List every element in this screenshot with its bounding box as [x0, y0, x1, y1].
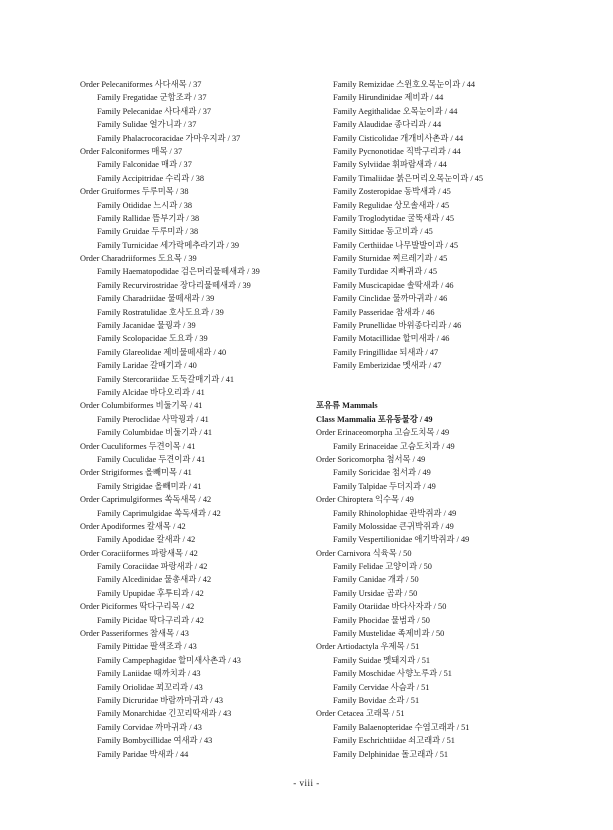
section-gap [316, 373, 606, 386]
toc-family-entry: Family Phocidae 물범과 / 50 [333, 615, 430, 625]
toc-family-entry: Family Turnicidae 세가락메추라기과 / 39 [97, 240, 240, 250]
toc-left-column [80, 78, 312, 761]
toc-family-entry: Family Sylviidae 휘파람새과 / 44 [333, 160, 447, 170]
toc-family-entry: Family Muscicapidae 솔딱새과 / 46 [333, 280, 454, 290]
toc-family-entry: Family Sittidae 동고비과 / 45 [333, 227, 433, 237]
toc-family-entry: Family Rostratulidae 호사도요과 / 39 [97, 307, 224, 317]
toc-family-entry: Family Fregatidae 군함조과 / 37 [97, 93, 207, 103]
toc-family-entry: Family Alcedinidae 물총새과 / 42 [97, 575, 212, 585]
toc-family-entry: Family Corvidae 까마귀과 / 43 [97, 722, 202, 732]
toc-order-entry: Order Piciformes 딱다구리목 / 42 [80, 602, 195, 612]
toc-family-entry: Family Falconidae 매과 / 37 [97, 160, 192, 170]
toc-family-entry: Family Moschidae 사향노루과 / 51 [333, 669, 452, 679]
toc-order-entry: Order Pelecaniformes 사다새목 / 37 [80, 80, 202, 89]
toc-family-entry: Family Talpidae 두더지과 / 49 [333, 481, 436, 491]
page-number: - viii - [293, 778, 320, 788]
toc-family-entry: Family Pteroclidae 사막꿩과 / 41 [97, 414, 209, 424]
section-gap [316, 386, 606, 399]
toc-family-entry: Family Pycnonotidae 직박구리과 / 44 [333, 146, 461, 156]
toc-order-entry: Order Falconiformes 매목 / 37 [80, 146, 183, 156]
toc-family-entry: Family Delphinidae 돌고래과 / 51 [333, 749, 449, 759]
toc-order-entry: Order Apodiformes 칼새목 / 42 [80, 521, 186, 531]
toc-family-entry: Family Upupidae 후투티과 / 42 [97, 588, 204, 598]
toc-family-entry: Family Erinaceidae 고슴도치과 / 49 [333, 441, 455, 451]
toc-family-entry: Family Canidae 개과 / 50 [333, 575, 419, 585]
toc-family-entry: Family Mustelidae 족제비과 / 50 [333, 629, 445, 639]
toc-family-entry: Family Motacillidae 할미새과 / 46 [333, 334, 450, 344]
toc-family-entry: Family Suidae 멧돼지과 / 51 [333, 655, 431, 665]
toc-family-entry: Family Felidae 고양이과 / 50 [333, 562, 432, 572]
toc-family-entry: Family Rallidae 뜸부기과 / 38 [97, 213, 200, 223]
toc-family-entry: Family Fringillidae 되새과 / 47 [333, 347, 439, 357]
toc-family-entry: Family Timaliidae 붉은머리오목눈이과 / 45 [333, 173, 484, 183]
toc-family-entry: Family Sturnidae 찌르레기과 / 45 [333, 254, 448, 264]
toc-family-entry: Family Bovidae 소과 / 51 [333, 695, 420, 705]
toc-right-column [316, 78, 606, 761]
toc-family-entry: Family Dicruridae 바람까마귀과 / 43 [97, 695, 223, 705]
toc-family-entry: Family Otariidae 바다사자과 / 50 [333, 602, 447, 612]
toc-family-entry: Family Paridae 박새과 / 44 [97, 749, 189, 759]
toc-family-entry: Family Eschrichtiidae 쇠고래과 / 51 [333, 736, 455, 746]
toc-family-entry: Family Remizidae 스윈호오목눈이과 / 44 [333, 80, 476, 89]
toc-order-entry: Order Caprimulgiformes 쏙독새목 / 42 [80, 495, 212, 505]
toc-family-entry: Family Certhiidae 나무발발이과 / 45 [333, 240, 459, 250]
toc-family-entry: Family Prunellidae 바위종다리과 / 46 [333, 321, 462, 331]
toc-family-entry: Family Turdidae 지빠귀과 / 45 [333, 267, 437, 277]
toc-order-entry: Order Charadriiformes 도요목 / 39 [80, 254, 197, 264]
toc-family-entry: Family Pelecanidae 사다새과 / 37 [97, 106, 212, 116]
toc-order-entry: Order Passeriformes 참새목 / 43 [80, 629, 189, 639]
toc-family-entry: Family Cisticolidae 개개비사촌과 / 44 [333, 133, 464, 143]
toc-family-entry: Family Monarchidae 긴꼬리딱새과 / 43 [97, 709, 232, 719]
toc-family-entry: Family Vespertilionidae 애기박쥐과 / 49 [333, 535, 470, 545]
toc-family-entry: Family Phalacrocoracidae 가마우지과 / 37 [97, 133, 241, 143]
toc-family-entry: Family Gruidae 두루미과 / 38 [97, 227, 199, 237]
toc-section-heading: 포유류 Mammals [316, 401, 378, 411]
toc-family-entry: Family Haematopodidae 검은머리물떼새과 / 39 [97, 267, 260, 277]
toc-family-entry: Family Regulidae 상모솔새과 / 45 [333, 200, 450, 210]
toc-family-entry: Family Soricidae 첨서과 / 49 [333, 468, 431, 478]
toc-order-entry: Order Carnivora 식육목 / 50 [316, 548, 412, 558]
toc-order-entry: Order Columbiformes 비둘기목 / 41 [80, 401, 203, 411]
toc-family-entry: Family Bombycillidae 여새과 / 43 [97, 736, 213, 746]
toc-family-entry: Family Laniidae 때까치과 / 43 [97, 669, 201, 679]
toc-family-entry: Family Cervidae 사슴과 / 51 [333, 682, 430, 692]
toc-family-entry: Family Campephagidae 할미새사촌과 / 43 [97, 655, 241, 665]
toc-family-entry: Family Apodidae 칼새과 / 42 [97, 535, 196, 545]
toc-family-entry: Family Otididae 느시과 / 38 [97, 200, 193, 210]
toc-order-entry: Order Artiodactyla 우제목 / 51 [316, 642, 420, 652]
toc-order-entry: Order Erinaceomorpha 고슴도치목 / 49 [316, 428, 450, 438]
toc-family-entry: Family Scolopacidae 도요과 / 39 [97, 334, 208, 344]
toc-family-entry: Family Pittidae 팔색조과 / 43 [97, 642, 197, 652]
toc-section-heading: Class Mammalia 포유동물강 / 49 [316, 414, 433, 424]
toc-order-entry: Order Soricomorpha 첨서목 / 49 [316, 454, 426, 464]
toc-family-entry: Family Laridae 갈매기과 / 40 [97, 361, 197, 371]
toc-family-entry: Family Alcidae 바다오리과 / 41 [97, 387, 205, 397]
toc-order-entry: Order Coraciiformes 파랑새목 / 42 [80, 548, 198, 558]
toc-family-entry: Family Accipitridae 수리과 / 38 [97, 173, 204, 183]
toc-family-entry: Family Hirundinidae 제비과 / 44 [333, 93, 444, 103]
toc-family-entry: Family Oriolidae 꾀꼬리과 / 43 [97, 682, 203, 692]
toc-family-entry: Family Sulidae 얼가니과 / 37 [97, 120, 197, 130]
toc-family-entry: Family Coraciidae 파랑새과 / 42 [97, 562, 208, 572]
toc-family-entry: Family Glareolidae 제비물떼새과 / 40 [97, 347, 227, 357]
toc-order-entry: Order Gruiformes 두루미목 / 38 [80, 187, 189, 197]
toc-family-entry: Family Charadriidae 물떼새과 / 39 [97, 294, 215, 304]
toc-family-entry: Family Cuculidae 두견이과 / 41 [97, 454, 206, 464]
toc-order-entry: Order Cetacea 고래목 / 51 [316, 709, 405, 719]
toc-family-entry: Family Passeridae 참새과 / 46 [333, 307, 435, 317]
toc-order-entry: Order Chiroptera 익수목 / 49 [316, 495, 414, 505]
toc-family-entry: Family Aegithalidae 오목눈이과 / 44 [333, 106, 458, 116]
toc-family-entry: Family Caprimulgidae 쏙독새과 / 42 [97, 508, 221, 518]
toc-family-entry: Family Alaudidae 종다리과 / 44 [333, 120, 442, 130]
toc-family-entry: Family Columbidae 비둘기과 / 41 [97, 428, 213, 438]
toc-family-entry: Family Troglodytidae 굴뚝새과 / 45 [333, 213, 455, 223]
toc-family-entry: Family Molossidae 큰귀박쥐과 / 49 [333, 521, 454, 531]
toc-family-entry: Family Zosteropidae 동박새과 / 45 [333, 187, 451, 197]
toc-order-entry: Order Strigiformes 올빼미목 / 41 [80, 468, 192, 478]
toc-family-entry: Family Rhinolophidae 관박쥐과 / 49 [333, 508, 457, 518]
toc-family-entry: Family Balaenopteridae 수염고래과 / 51 [333, 722, 470, 732]
toc-family-entry: Family Emberizidae 멧새과 / 47 [333, 361, 442, 371]
toc-family-entry: Family Cinclidae 물까마귀과 / 46 [333, 294, 448, 304]
toc-family-entry: Family Strigidae 올빼미과 / 41 [97, 481, 202, 491]
toc-family-entry: Family Picidae 딱다구리과 / 42 [97, 615, 204, 625]
toc-order-entry: Order Cuculiformes 두견이목 / 41 [80, 441, 196, 451]
toc-family-entry: Family Recurvirostridae 장다리물떼새과 / 39 [97, 280, 251, 290]
toc-family-entry: Family Jacanidae 물꿩과 / 39 [97, 321, 196, 331]
toc-family-entry: Family Ursidae 곰과 / 50 [333, 588, 418, 598]
toc-family-entry: Family Stercorariidae 도둑갈매기과 / 41 [97, 374, 235, 384]
